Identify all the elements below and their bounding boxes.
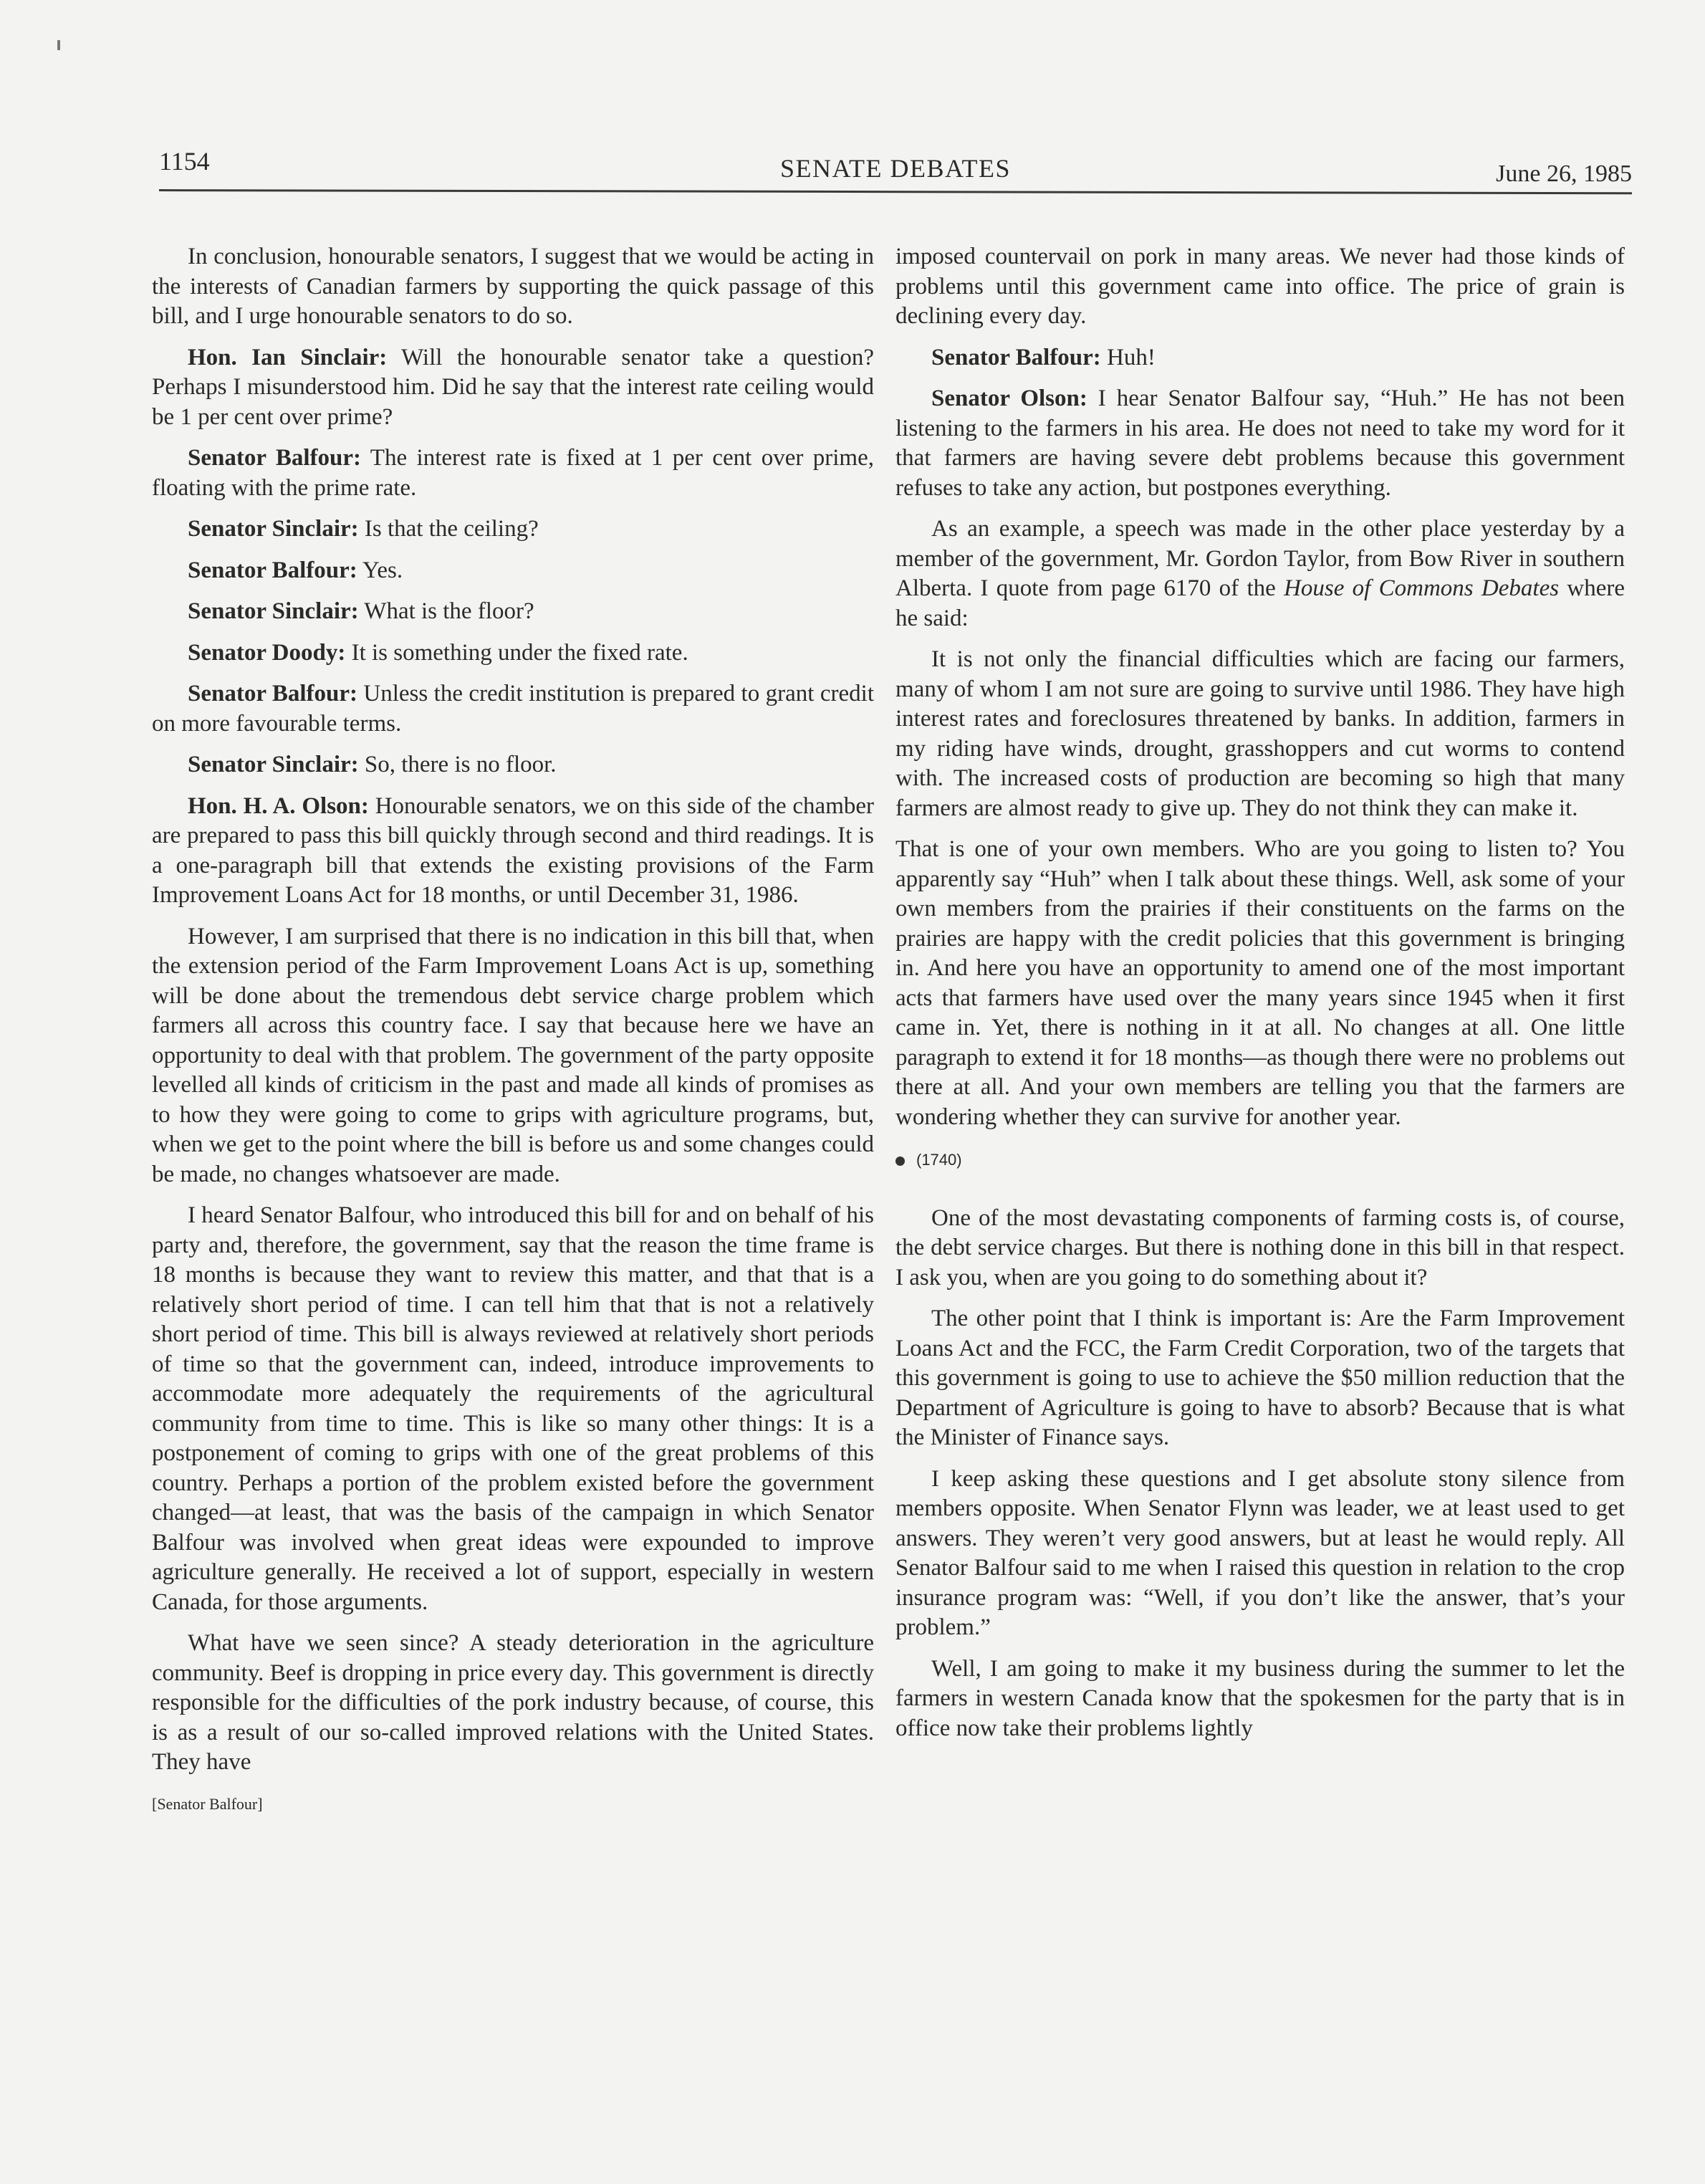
speech <box>152 792 874 911</box>
speaker-footnote: [Senator Balfour] <box>152 1794 263 1813</box>
speaker-name: Senator Balfour: <box>188 557 357 583</box>
time-marker-text: (1740) <box>916 1151 962 1169</box>
paragraph: I heard Senator Balfour, who introduced this bill for and on behalf of his party and, therefore, the government, say that the reason the time frame is 18 months is because they want to review this matter, and that that is a relatively short period of time. I can tell him that that is not a relatively short period of time. This bill is always reviewed at relatively short periods of time so that the government can, indeed, introduce improvements to accommodate more adequately the requirements of the agricultural community from time to time. This is like so many other things: It is a postponement of coming to grips with one of the great problems of this country. Perhaps a portion of the problem existed before the government changed—at least, that was the basis of the campaign in which Senator Balfour was involved when great ideas were expounded to improve agriculture generally. He received a lot of support, especially in western Canada, for those arguments. <box>152 1202 874 1615</box>
speech-text: So, there is no floor. <box>358 752 557 777</box>
header-rule <box>159 189 1632 194</box>
speech <box>895 384 1625 503</box>
speech-text: The interest rate is fixed at 1 per cent over prime, floating with the prime rate. <box>152 445 874 501</box>
paragraph <box>895 514 1625 633</box>
bullet-icon <box>895 1156 905 1166</box>
speech <box>152 679 874 739</box>
speaker-name: Senator Doody: <box>188 639 346 666</box>
speaker-name: Senator Balfour: <box>188 681 357 707</box>
paragraph: The other point that I think is important is: Are the Farm Improvement Loans Act and the FCC, the Farm Credit Corporation, two of the targets that this government is going to use to achieve the $50 million reduction that the Department of Agriculture is going to have to absorb? Because that is what the Minister of Finance says. <box>895 1306 1625 1450</box>
speech-text: Unless the credit institution is prepared to grant credit on more favourable terms. <box>152 681 874 737</box>
speech <box>152 343 874 433</box>
page-header <box>159 146 1632 191</box>
paragraph-text: As an example, a speech was made in the other place yesterday by a member of the government, Mr. Gordon Taylor, from Bow River in southern Alberta. I quote from page 6170 of the <box>895 516 1625 601</box>
speech <box>152 556 874 586</box>
speech-text: Huh! <box>1100 344 1156 370</box>
speaker-name: Senator Balfour: <box>188 445 361 471</box>
speech-text: Honourable senators, we on this side of the chamber are prepared to pass this bill quickly through second and third readings. It is a one-paragraph bill that extends the existing provisions of the Farm Improvement Loans Act for 18 months, or until December 31, 1986. <box>152 792 874 908</box>
block-quote: It is not only the financial difficulties which are facing our farmers, many of whom I am not sure are going to survive until 1986. They have high interest rates and foreclosures threatened by banks. In addition, farmers in my riding have winds, drought, grasshoppers and cut worms to contend with. The increased costs of production are becoming so high that many farmers are almost ready to give up. They do not think they can make it. <box>895 646 1625 821</box>
page-date: June 26, 1985 <box>1496 161 1632 187</box>
paragraph: That is one of your own members. Who are you going to listen to? You apparently say “Huh” when I talk about these things. Well, ask some of your own members from the prairies if their constituents on the farms on the prairies are happy with the credit policies that this government is bringing in. And here you have an opportunity to amend one of the most important acts that farmers have used over the many years since 1945 when it first came in. Yet, there is nothing in it at all. No changes at all. One little paragraph to extend it for 18 months—as though there were no problems out there at all. And your own members are telling you that the farmers are wondering whether they can survive for another year. <box>895 836 1625 1130</box>
paragraph: One of the most devastating components of farming costs is, of course, the debt service charges. But there is nothing done in this bill in that respect. I ask you, when are you going to do something about it? <box>895 1204 1625 1290</box>
speech-text: Is that the ceiling? <box>358 516 539 542</box>
paragraph: I keep asking these questions and I get absolute stony silence from members opposite. When Senator Flynn was leader, we at least used to get answers. They weren’t very good answers, but at least he would reply. All Senator Balfour said to me when I raised this question in relation to the crop insurance program was: “Well, if you don’t like the answer, that’s your problem.” <box>895 1465 1625 1640</box>
page-number: 1154 <box>159 147 210 176</box>
left-column <box>152 242 874 1819</box>
speech <box>152 514 874 545</box>
paragraph: However, I am surprised that there is no indication in this bill that, when the extension period of the Farm Improvement Loans Act is up, something will be done about the tremendous debt service charge problem which farmers all across this country face. I say that because here we have an opportunity to deal with that problem. The government of the party opposite levelled all kinds of criticism in the past and made all kinds of promises as to how they were going to come to grips with agriculture programs, but, when we get to the point where the bill is before us and some changes could be made, no changes whatsoever are made. <box>152 923 874 1187</box>
paragraph: imposed countervail on pork in many areas. We never had those kinds of problems until this government came into office. The price of grain is declining every day. <box>895 244 1625 329</box>
paragraph: Well, I am going to make it my business during the summer to let the farmers in western Canada know that the spokesmen for the party that is in office now take their problems lightly <box>895 1655 1625 1741</box>
speech-text: It is something under the fixed rate. <box>345 639 688 666</box>
speech <box>152 750 874 780</box>
speech <box>895 343 1625 373</box>
speech <box>152 444 874 503</box>
speech <box>152 597 874 627</box>
speaker-name: Senator Sinclair: <box>188 516 359 542</box>
speaker-name: Hon. Ian Sinclair: <box>188 344 388 370</box>
paragraph: What have we seen since? A steady deterioration in the agriculture community. Beef is dropping in price every day. This government is directly responsible for the difficulties of the pork industry because, of course, this is as a result of our so-called improved relations with the United States. They have <box>152 1630 874 1775</box>
right-column <box>895 242 1625 1755</box>
speech-text: Will the honourable senator take a question? Perhaps I misunderstood him. Did he say that the interest rate ceiling would be 1 per cent over prime? <box>152 344 874 430</box>
paragraph: In conclusion, honourable senators, I suggest that we would be acting in the interests of Canadian farmers by supporting the quick passage of this bill, and I urge honourable senators to do so. <box>152 244 874 329</box>
speech <box>152 638 874 669</box>
publication-title: SENATE DEBATES <box>779 154 1011 183</box>
speaker-name: Hon. H. A. Olson: <box>188 792 369 819</box>
scan-mark <box>57 40 60 50</box>
paragraph-text: where he said: <box>895 575 1625 631</box>
speech-text: What is the floor? <box>358 598 534 624</box>
speaker-name: Senator Sinclair: <box>188 598 359 624</box>
speaker-name: Senator Balfour: <box>931 344 1101 370</box>
cited-publication: House of Commons Debates <box>1284 575 1560 601</box>
speech-text: Yes. <box>357 557 403 583</box>
speech-text: I hear Senator Balfour say, “Huh.” He has not been listening to the farmers in his area. He does not need to take my word for it that farmers are having severe debt problems because this government refuses to take any action, but postpones everything. <box>895 385 1625 501</box>
speaker-name: Senator Sinclair: <box>188 752 359 777</box>
time-marker <box>895 1145 1625 1175</box>
speaker-name: Senator Olson: <box>931 385 1087 411</box>
